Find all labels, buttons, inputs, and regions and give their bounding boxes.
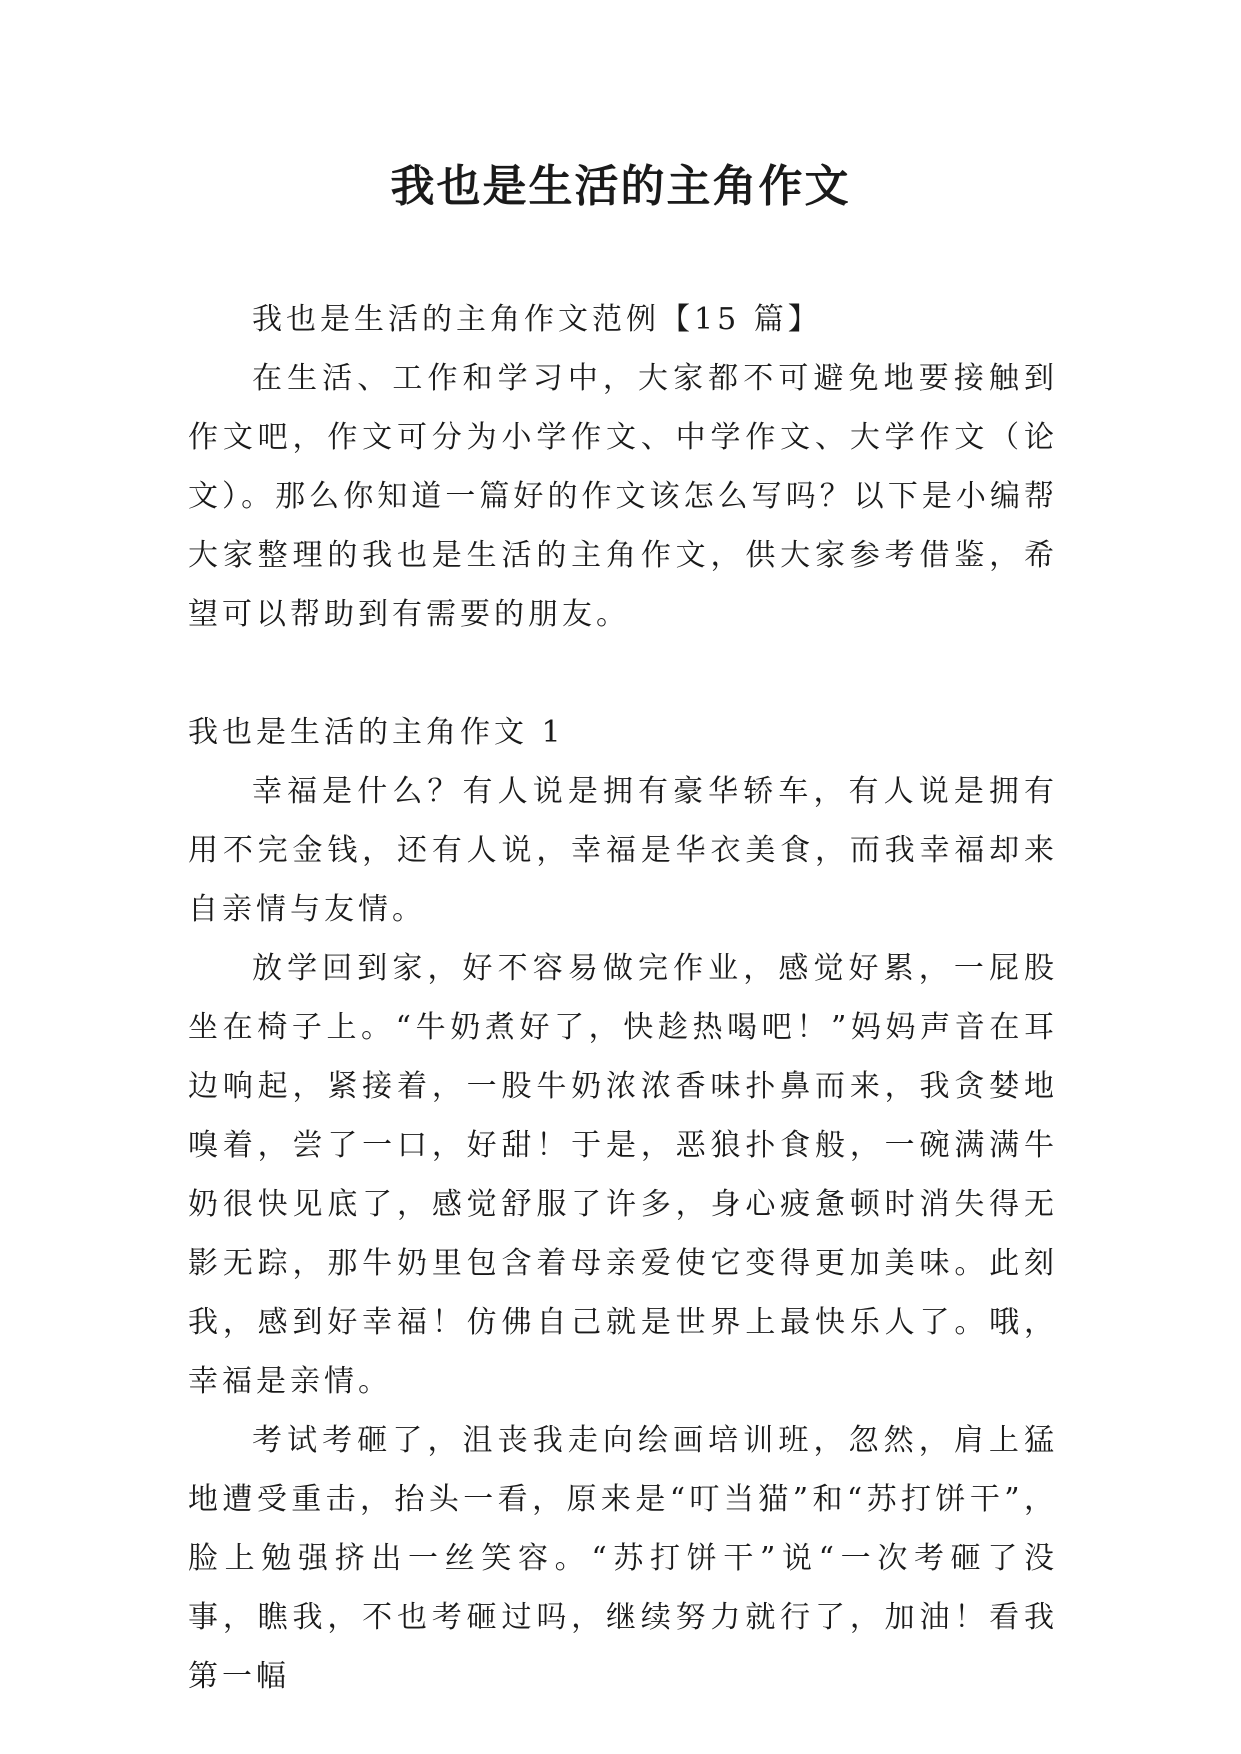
document-title: 我也是生活的主角作文 xyxy=(390,161,851,212)
body-paragraph: 考试考砸了，沮丧我走向绘画培训班，忽然，肩上猛地遭受重击，抬头一看，原来是“叮当猫”和“苏打饼干”，脸上勉强挤出一丝笑容。“苏打饼干”说“一次考砸了没事，瞧我，不也考砸过吗，继续努力就行了，加油！看我第一幅 xyxy=(188,1423,1058,1694)
section-heading: 我也是生活的主角作文 1 xyxy=(188,715,565,750)
document-subtitle: 我也是生活的主角作文范例【15 篇】 xyxy=(252,302,822,337)
document-body xyxy=(188,290,1058,1706)
section-spacer xyxy=(188,644,1058,703)
body-paragraph: 放学回到家，好不容易做完作业，感觉好累，一屁股坐在椅子上。“牛奶煮好了，快趁热喝吧！”妈妈声音在耳边响起，紧接着，一股牛奶浓浓香味扑鼻而来，我贪婪地嗅着，尝了一口，好甜！于是，恶狼扑食般，一碗满满牛奶很快见底了，感觉舒服了许多，身心疲惫顿时消失得无影无踪，那牛奶里包含着母亲爱使它变得更加美味。此刻我，感到好幸福！仿佛自己就是世界上最快乐人了。哦，幸福是亲情。 xyxy=(188,951,1058,1399)
body-paragraph: 幸福是什么？有人说是拥有豪华轿车，有人说是拥有用不完金钱，还有人说，幸福是华衣美食，而我幸福却来自亲情与友情。 xyxy=(188,774,1058,927)
intro-paragraph: 在生活、工作和学习中，大家都不可避免地要接触到作文吧，作文可分为小学作文、中学作文、大学作文（论文）。那么你知道一篇好的作文该怎么写吗？以下是小编帮大家整理的我也是生活的主角作文，供大家参考借鉴，希望可以帮助到有需要的朋友。 xyxy=(188,361,1058,632)
